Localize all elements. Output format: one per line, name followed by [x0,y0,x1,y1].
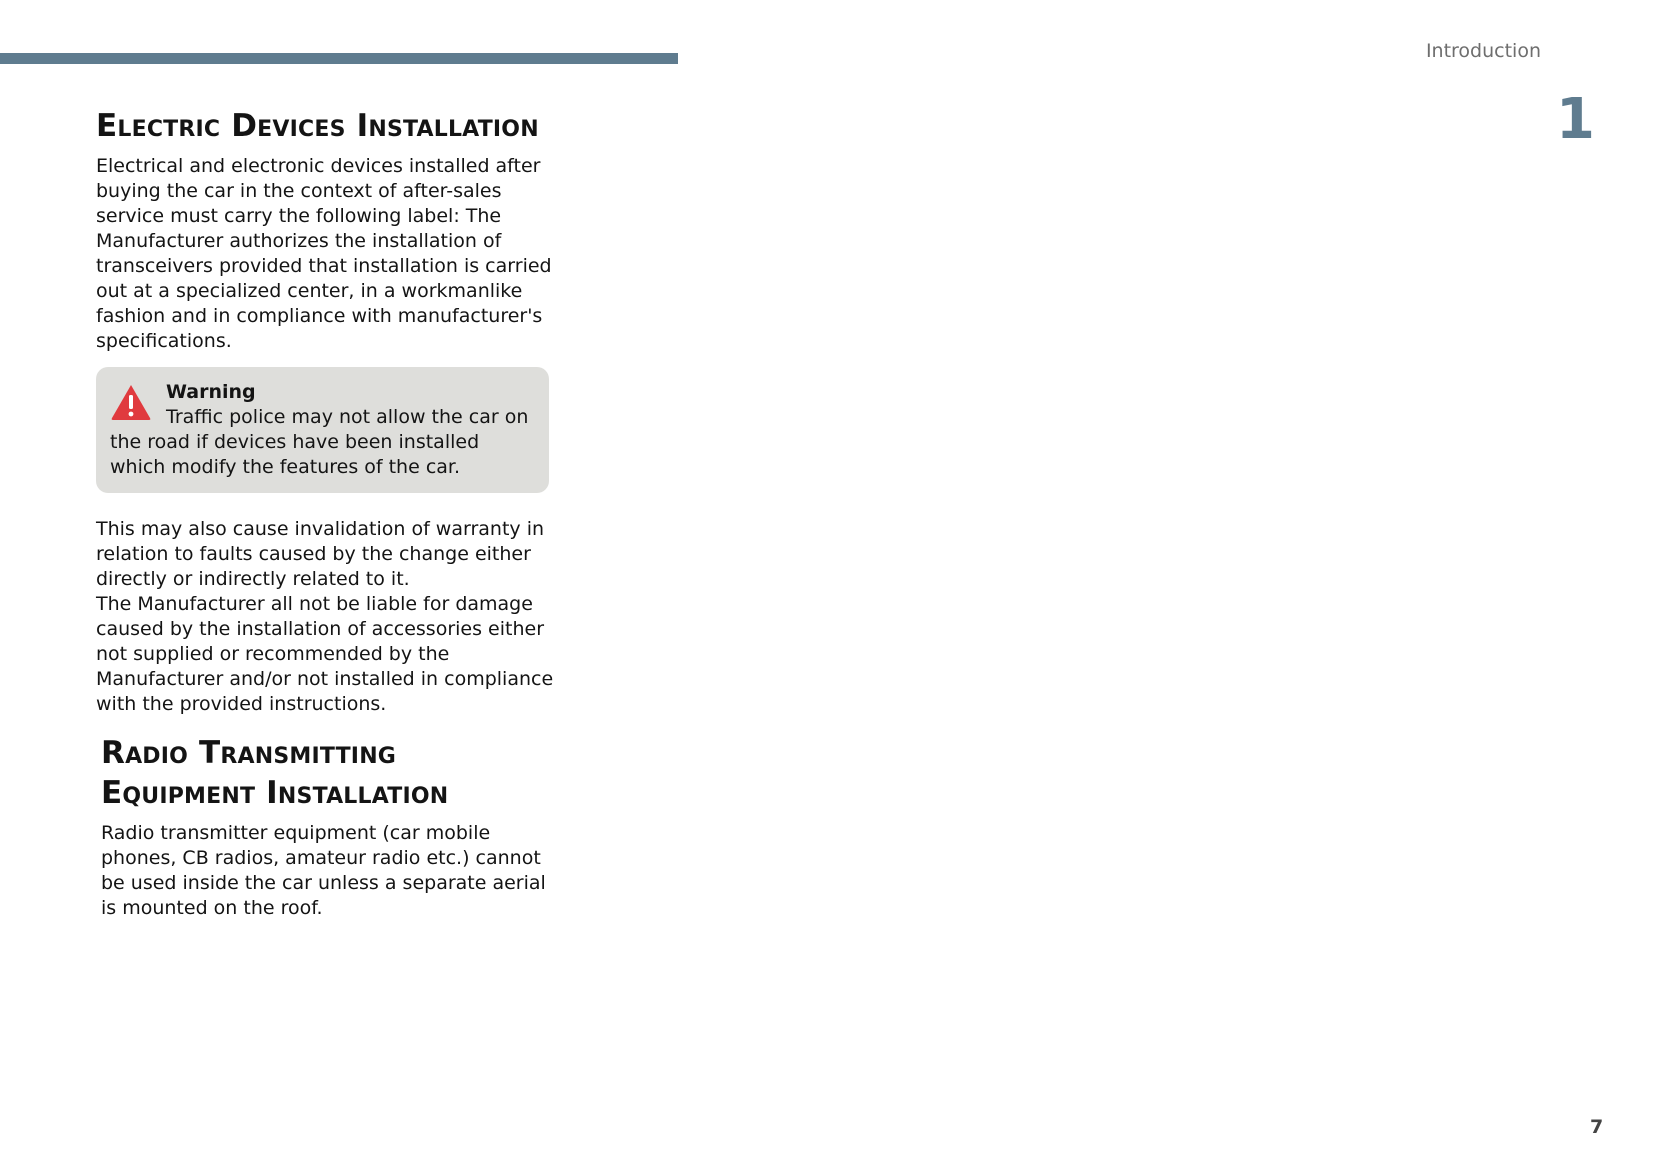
chapter-number: 1 [1556,87,1595,152]
radio-transmitting-heading: Radio Transmitting Equipment Installation [101,735,449,811]
section-label: Introduction [1425,40,1541,62]
electric-devices-heading: Electric Devices Installation [96,108,539,144]
page-number: 7 [1590,1116,1604,1138]
warranty-text: This may also cause invalidation of warranty in relation to faults caused by the change either directly or indirectly related to it. [96,518,545,590]
warning-text: Traffic police may not allow the car on the road if devices have been installed which modify the features of the car. [110,406,529,478]
warning-triangle-icon [110,383,152,421]
radio-transmitting-text: Radio transmitter equipment (car mobile phones, CB radios, amateur radio etc.) cannot be used inside the car unless a separate aerial is mounted on the roof. [101,822,546,919]
content-column [96,106,556,921]
header-accent-bar [0,53,678,64]
liability-text: The Manufacturer all not be liable for damage caused by the installation of accessories either not supplied or recommended by the Manufacturer and/or not installed in compliance with the provided instructions. [96,593,554,715]
electric-devices-text: Electrical and electronic devices installed after buying the car in the context of after-sales service must carry the following label: The Manufacturer authorizes the installation of transceivers provided that installation is carried out at a specialized center, in a workmanlike fashion and in compliance with manufacturer's specifications. [96,155,552,352]
warning-box [96,367,549,493]
warning-title: Warning [166,381,256,403]
